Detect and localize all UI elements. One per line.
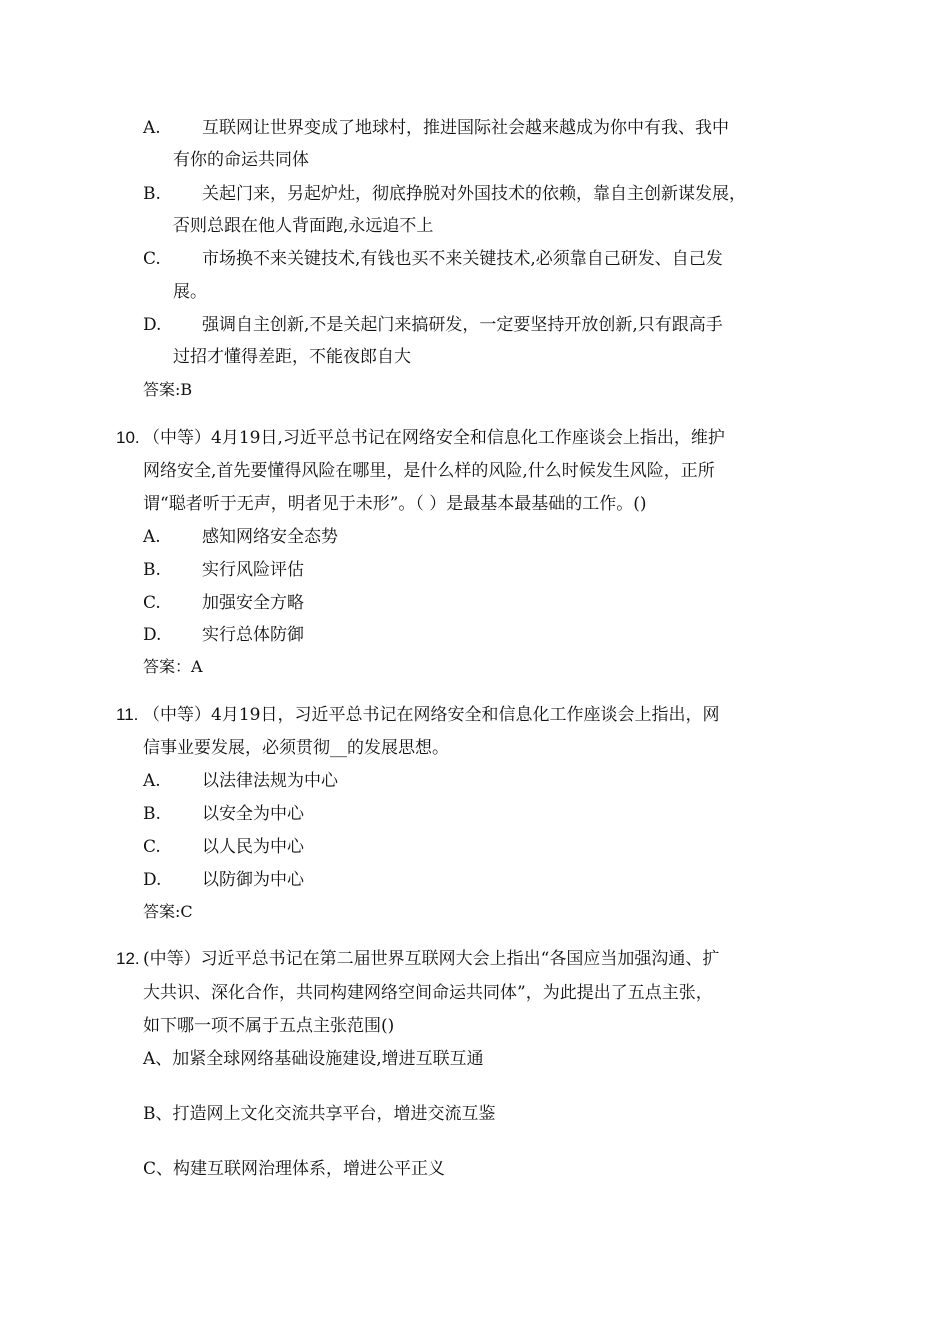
question-number: 12. xyxy=(116,949,140,968)
question-text: 网络安全,首先要懂得风险在哪里，是什么样的风险,什么时候发生风险，正所 xyxy=(143,461,715,481)
answer: 答案:C xyxy=(143,902,193,921)
question-text: 谓“聪者听于无声，明者见于未形”。（ ）是最基本最基础的工作。() xyxy=(143,494,647,514)
answer: 答案:B xyxy=(143,380,193,399)
question-text: 如下哪一项不属于五点主张范围() xyxy=(143,1016,395,1036)
option-letter: C. xyxy=(143,249,161,269)
option-text-cont: 展。 xyxy=(173,282,207,302)
option-letter: C. xyxy=(143,593,161,613)
option-letter: B. xyxy=(143,184,161,204)
option-text: 市场换不来关键技术,有钱也买不来关键技术,必须靠自己研发、自己发 xyxy=(202,249,723,269)
option-text: 强调自主创新,不是关起门来搞研发，一定要坚持开放创新,只有跟高手 xyxy=(202,315,723,335)
question-number: 10. xyxy=(116,428,140,447)
option-text: 以法律法规为中心 xyxy=(202,771,338,791)
option-text: 实行总体防御 xyxy=(202,625,304,645)
option-text-cont: 有你的命运共同体 xyxy=(173,150,309,170)
option-text: 以防御为中心 xyxy=(202,870,304,890)
answer: 答案：A xyxy=(143,657,203,676)
option-text: 实行风险评估 xyxy=(202,560,304,580)
option-text: 关起门来，另起炉灶，彻底挣脱对外国技术的依赖，靠自主创新谋发展， xyxy=(202,184,746,204)
option-letter: D. xyxy=(143,870,162,890)
question-text: （中等）4月19日,习近平总书记在网络安全和信息化工作座谈会上指出，维护 xyxy=(143,428,725,448)
option-text-cont: 过招才懂得差距，不能夜郎自大 xyxy=(173,347,411,367)
option-text-cont: 否则总跟在他人背面跑,永远追不上 xyxy=(173,216,434,236)
question-text: 大共识、深化合作，共同构建网络空间命运共同体”，为此提出了五点主张， xyxy=(143,983,713,1003)
question-text: 信事业要发展，必须贯彻__的发展思想。 xyxy=(143,738,449,758)
option-letter: B. xyxy=(143,560,161,580)
option-letter: B. xyxy=(143,804,161,824)
question-number: 11. xyxy=(116,705,139,724)
option-letter: D. xyxy=(143,315,162,335)
question-text: （中等）4月19日，习近平总书记在网络安全和信息化工作座谈会上指出，网 xyxy=(143,705,720,725)
option-letter: A. xyxy=(143,527,161,547)
option-letter: A. xyxy=(143,771,161,791)
option-text: 互联网让世界变成了地球村，推进国际社会越来越成为你中有我、我中 xyxy=(202,118,729,138)
option-letter: C. xyxy=(143,837,161,857)
option-text: A、加紧全球网络基础设施建设,增进互联互通 xyxy=(143,1049,484,1069)
option-letter: A. xyxy=(143,118,161,138)
question-text: (中等）习近平总书记在第二届世界互联网大会上指出“各国应当加强沟通、扩 xyxy=(143,949,720,969)
option-text: 加强安全方略 xyxy=(202,593,304,613)
option-text: C、构建互联网治理体系，增进公平正义 xyxy=(143,1159,446,1179)
option-text: B、打造网上文化交流共享平台，增进交流互鉴 xyxy=(143,1104,496,1124)
option-letter: D. xyxy=(143,625,162,645)
option-text: 以人民为中心 xyxy=(202,837,304,857)
option-text: 感知网络安全态势 xyxy=(202,527,338,547)
option-text: 以安全为中心 xyxy=(202,804,304,824)
